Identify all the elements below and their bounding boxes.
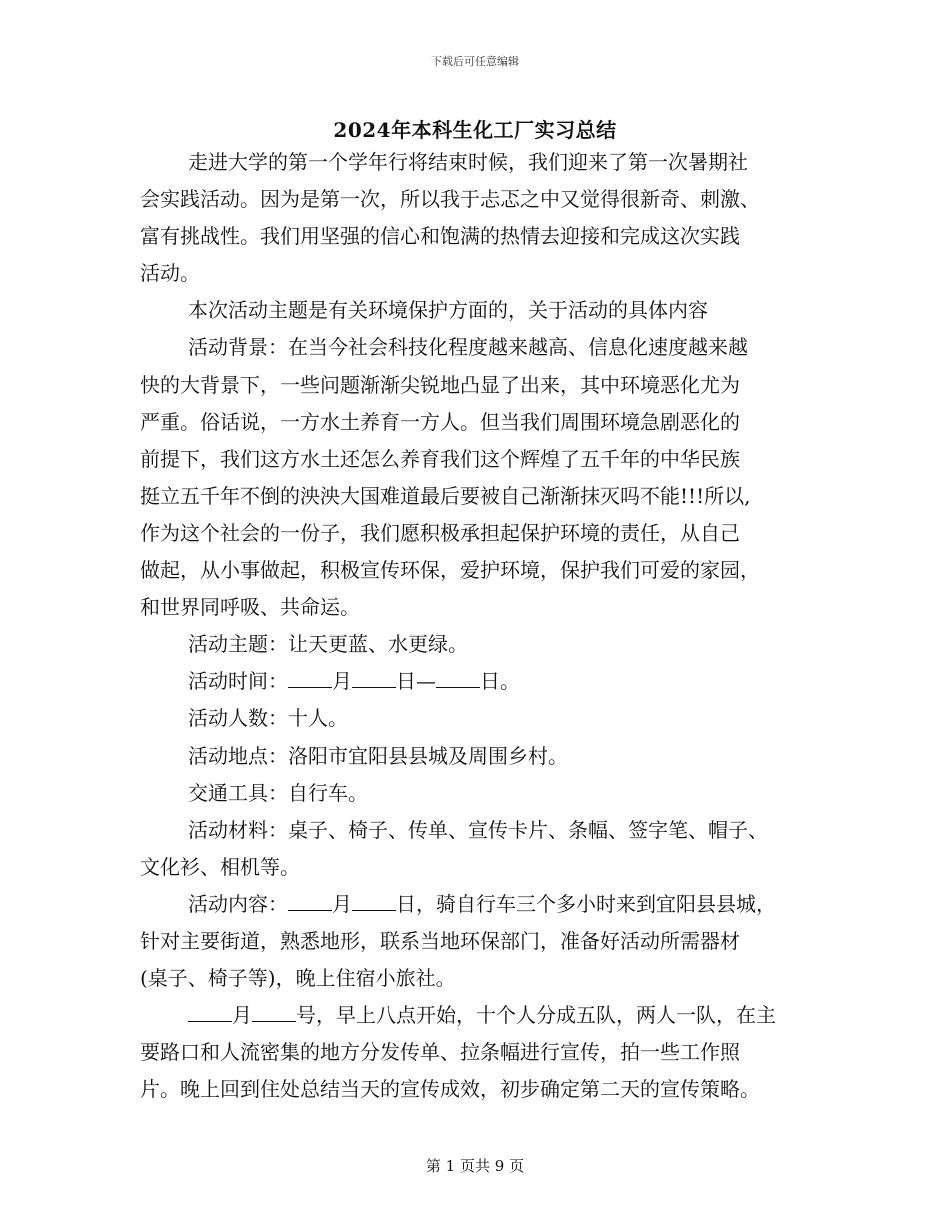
page-footer: 第 1 页共 9 页	[425, 1157, 525, 1175]
paragraph-line: 活动。	[140, 261, 200, 286]
fill-blank[interactable]	[352, 891, 396, 911]
fill-blank[interactable]	[288, 668, 332, 688]
schedule-line: 月 号，早上八点开始，十个人分成五队，两人一队，在主	[140, 997, 820, 1034]
paragraph-line: 针对主要街道，熟悉地形，联系当地环保部门，准备好活动所需器材	[140, 928, 740, 953]
activity-time-line: 活动时间： 月 日— 日。	[188, 669, 520, 694]
paragraph-line: 作为这个社会的一份子，我们愿积极承担起保护环境的责任，从自己	[140, 520, 740, 545]
paragraph-line: 做起，从小事做起，积极宣传环保，爱护环境，保护我们可爱的家园，	[140, 558, 760, 583]
body-text	[140, 144, 820, 1108]
paragraph-line: 文化衫、相机等。	[140, 854, 300, 879]
activity-content-line: 活动内容： 月 日，骑自行车三个多小时来到宜阳县县城，	[188, 891, 776, 916]
paragraph-line: 会实践活动。因为是第一次，所以我于忐忑之中又觉得很新奇、刺激、	[140, 187, 760, 212]
paragraph-line: 活动地点：洛阳市宜阳县县城及周围乡村。	[188, 743, 568, 768]
fill-blank[interactable]	[288, 891, 332, 911]
paragraph-line: 活动主题：让天更蓝、水更绿。	[188, 632, 468, 657]
paragraph-line: 活动人数：十人。	[188, 706, 348, 731]
paragraph-line: 活动背景：在当今社会科技化程度越来越高、信息化速度越来越	[188, 335, 748, 360]
paragraph-line: 前提下，我们这方水土还怎么养育我们这个辉煌了五千年的中华民族	[140, 446, 740, 471]
paragraph-line: 严重。俗话说，一方水土养育一方人。但当我们周围环境急剧恶化的	[140, 409, 740, 434]
paragraph-line: (桌子、椅子等)，晚上住宿小旅社。	[140, 966, 456, 991]
paragraph-line: 片。晚上回到住处总结当天的宣传成效，初步确定第二天的宣传策略。	[140, 1077, 760, 1102]
paragraph-line: 富有挑战性。我们用坚强的信心和饱满的热情去迎接和完成这次实践	[140, 224, 740, 249]
paragraph-line: 要路口和人流密集的地方分发传单、拉条幅进行宣传，拍一些工作照	[140, 1040, 740, 1065]
header-note: 下载后可任意编辑	[431, 55, 519, 68]
paragraph-line: 走进大学的第一个学年行将结束时候，我们迎来了第一次暑期社	[188, 150, 748, 174]
fill-blank[interactable]	[252, 1002, 296, 1022]
fill-blank[interactable]	[436, 668, 480, 688]
document-title: 2024年本科生化工厂实习总结	[333, 118, 617, 142]
paragraph-line: 快的大背景下，一些问题渐渐尖锐地凸显了出来，其中环境恶化尤为	[140, 372, 740, 397]
paragraph-line: 交通工具：自行车。	[188, 780, 368, 805]
paragraph-line: 挺立五千年不倒的泱泱大国难道最后要被自己渐渐抹灭吗不能!!!所以,	[140, 483, 751, 508]
paragraph-line: 和世界同呼吸、共命运。	[140, 595, 360, 620]
fill-blank[interactable]	[352, 668, 396, 688]
paragraph-line: 本次活动主题是有关环境保护方面的，关于活动的具体内容	[188, 298, 708, 323]
fill-blank[interactable]	[188, 1002, 232, 1022]
paragraph-line: 活动材料：桌子、椅子、传单、宣传卡片、条幅、签字笔、帽子、	[188, 817, 768, 842]
